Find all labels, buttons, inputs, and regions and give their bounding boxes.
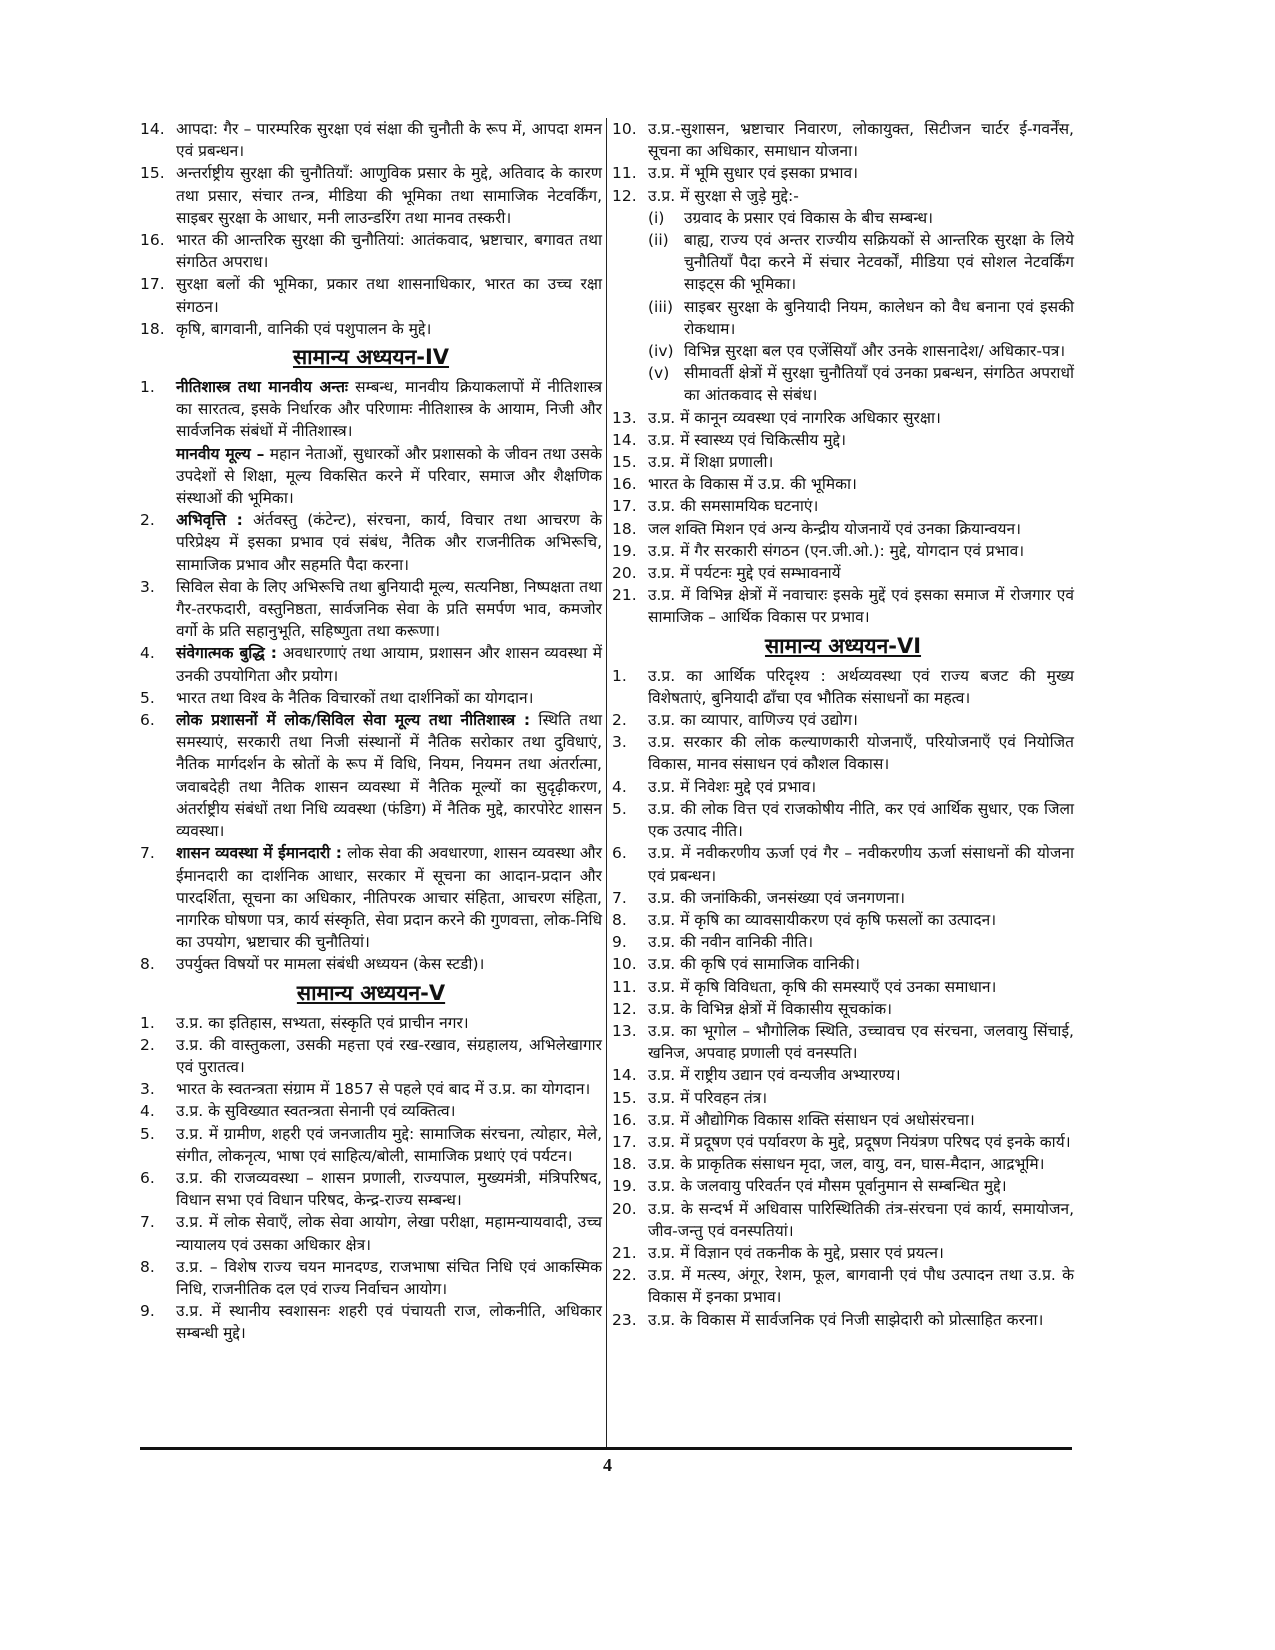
item-number: 16. xyxy=(612,1110,637,1129)
list-item xyxy=(140,642,602,686)
item-description: उ.प्र. में कृषि का व्यावसायीकरण एवं कृषि फसलों का उत्पादन। xyxy=(648,910,997,929)
list-item xyxy=(612,1109,1074,1131)
item-description: उपर्युक्त विषयों पर मामला संबंधी अध्ययन (केस स्टडी)। xyxy=(176,955,485,974)
item-description: उ.प्र. में निवेशः मुद्दे एवं प्रभाव। xyxy=(648,777,817,796)
item-text xyxy=(648,1064,1074,1086)
item-number: 8. xyxy=(140,1257,155,1276)
list-item xyxy=(612,976,1074,998)
item-description: उ.प्र. में लोक सेवाएँ, लोक सेवा आयोग, लेखा परीक्षा, महामन्यायवादी, उच्च न्यायालय एवं उसका अधिकार क्षेत्र। xyxy=(176,1213,602,1254)
item-description: उ.प्र. का इतिहास, सभ्यता, संस्कृति एवं प्राचीन नगर। xyxy=(176,1013,469,1032)
item-description: उ.प्र. में विज्ञान एवं तकनीक के मुद्दे, प्रसार एवं प्रयत्न। xyxy=(648,1243,944,1262)
item-text xyxy=(176,953,602,975)
item-number: 9. xyxy=(140,1302,155,1321)
item-number: 18. xyxy=(140,319,165,338)
list-item xyxy=(140,229,602,273)
item-number: 1. xyxy=(140,378,155,397)
item-number: 5. xyxy=(140,1124,155,1143)
item-description: अन्तर्राष्ट्रीय सुरक्षा की चुनौतियाँ: आणुविक प्रसार के मुद्दे, अतिवाद के कारण तथा प्रसार, संचार तन्त्र, मीडिया की भूमिका तथा सामाजिक नेटवर्किंग, साइबर सुरक्षा के आधार, मनी लाउन्डरिंग तथा मानव तस्करी। xyxy=(176,164,602,227)
item-description: सम्बन्ध, मानवीय क्रियाकलापों में नीतिशास्त्र का सारतत्व, इसके निर्धारक और परिणामः नीतिशास्त्र के आयाम, निजी और सार्वजनिक संबंधों में नीतिशास्त्र। xyxy=(176,378,603,441)
item-number: 15. xyxy=(140,164,165,183)
list-item xyxy=(612,185,1074,207)
list-item xyxy=(612,429,1074,451)
item-description: उ.प्र. में नवीकरणीय ऊर्जा एवं गैर – नवीकरणीय ऊर्जा संसाधनों की योजना एवं प्रबन्धन। xyxy=(648,844,1074,885)
item-number: 10. xyxy=(612,955,637,974)
list-item xyxy=(140,1167,602,1211)
item-bold-lead: मानवीय मूल्य – xyxy=(176,444,265,463)
list-item xyxy=(140,509,602,576)
item-text xyxy=(176,687,602,709)
item-text xyxy=(648,998,1074,1020)
item-description: भारत तथा विश्व के नैतिक विचारकों तथा दार्शनिकों का योगदान। xyxy=(176,688,534,707)
list-item xyxy=(612,1264,1074,1308)
item-number: 12. xyxy=(612,999,637,1018)
item-number: 22. xyxy=(612,1266,637,1285)
item-number: 13. xyxy=(612,408,637,427)
item-description: उ.प्र. के विभिन्न क्षेत्रों में विकासीय सूचकांक। xyxy=(648,999,893,1018)
item-text xyxy=(176,842,602,953)
item-text xyxy=(648,1131,1074,1153)
sub-item-text xyxy=(684,340,1074,362)
list-item xyxy=(612,540,1074,562)
item-description: उ.प्र.-सुशासन, भ्रष्टाचार निवारण, लोकायुक्त, सिटीजन चार्टर ई-गवर्नेंस, सूचना का अधिकार, समाधान योजना। xyxy=(648,120,1074,161)
item-description: भारत के विकास में उ.प्र. की भूमिका। xyxy=(648,475,857,494)
item-number: 5. xyxy=(612,799,627,818)
list-item xyxy=(612,776,1074,798)
item-description: भारत की आन्तरिक सुरक्षा की चुनौतियां: आतंकवाद, भ्रष्टाचार, बगावत तथा संगठित अपराध। xyxy=(176,231,602,272)
item-number: 15. xyxy=(612,453,637,472)
item-bold-lead: शासन व्यवस्था में ईमानदारी : xyxy=(176,844,342,863)
list-item xyxy=(140,1256,602,1300)
section-heading: सामान्य अध्ययन-IV xyxy=(292,345,450,370)
list-item xyxy=(612,451,1074,473)
item-text xyxy=(648,731,1074,775)
item-description: जल शक्ति मिशन एवं अन्य केन्द्रीय योजनायें एवं उनका क्रियान्वयन। xyxy=(648,519,1021,538)
sub-list-item xyxy=(648,207,1074,229)
item-text xyxy=(176,1012,602,1034)
item-number: 1. xyxy=(612,666,627,685)
item-description: उ.प्र. में मत्स्य, अंगूर, रेशम, फूल, बागवानी एवं पौध उत्पादन तथा उ.प्र. के विकास में इनका प्रभाव। xyxy=(648,1266,1074,1307)
sub-item-number: (v) xyxy=(648,364,670,383)
list-item xyxy=(612,584,1074,628)
list-item xyxy=(612,1153,1074,1175)
item-description: साइबर सुरक्षा के बुनियादी नियम, कालेधन को वैध बनाना एवं इसकी रोकथाम। xyxy=(684,297,1074,338)
sub-item-text xyxy=(684,229,1074,296)
item-number: 17. xyxy=(612,497,637,516)
item-text xyxy=(176,509,602,576)
item-text xyxy=(648,1242,1074,1264)
item-text xyxy=(648,976,1074,998)
item-text xyxy=(176,118,602,162)
list-item xyxy=(612,887,1074,909)
item-number: 7. xyxy=(612,888,627,907)
sub-list-item xyxy=(648,362,1074,406)
item-description: उ.प्र. का भूगोल – भौगोलिक स्थिति, उच्चावच एव संरचना, जलवायु सिंचाई, खनिज, अपवाह प्रणाली एवं वनस्पति। xyxy=(648,1021,1074,1063)
item-number: 6. xyxy=(140,1168,155,1187)
list-item xyxy=(612,473,1074,495)
item-text xyxy=(648,185,1074,207)
item-description: उ.प्र. की नवीन वानिकी नीति। xyxy=(648,933,814,952)
item-number: 23. xyxy=(612,1310,637,1329)
item-number: 6. xyxy=(140,711,155,730)
item-number: 8. xyxy=(612,910,627,929)
item-text xyxy=(176,318,602,340)
item-text xyxy=(648,1309,1074,1331)
item-description: उ.प्र. की लोक वित्त एवं राजकोषीय नीति, कर एवं आर्थिक सुधार, एक जिला एक उत्पाद नीति। xyxy=(648,799,1074,841)
item-text xyxy=(648,665,1074,709)
item-number: 18. xyxy=(612,1155,637,1174)
item-description: उ.प्र. के विकास में सार्वजनिक एवं निजी साझेदारी को प्रोत्साहित करना। xyxy=(648,1310,1044,1329)
item-description: उ.प्र. में परिवहन तंत्र। xyxy=(648,1088,768,1107)
list-item xyxy=(612,998,1074,1020)
item-text xyxy=(648,909,1074,931)
item-description: उ.प्र. की समसामयिक घटनाएं। xyxy=(648,497,819,516)
item-text xyxy=(176,1078,602,1100)
item-description: उ.प्र. की जनांकिकी, जनसंख्या एवं जनगणना। xyxy=(648,888,905,907)
section-heading: सामान्य अध्ययन-VI xyxy=(764,633,922,658)
item-text xyxy=(176,162,602,229)
item-description: आपदा: गैर – पारम्परिक सुरक्षा एवं संक्षा की चुनौती के रूप में, आपदा शमन एवं प्रबन्धन। xyxy=(176,120,602,161)
sub-item-text xyxy=(684,207,1074,229)
item-description: उ.प्र. के जलवायु परिवर्तन एवं मौसम पूर्वानुमान से सम्बन्धित मुद्दे। xyxy=(648,1177,1007,1196)
item-text xyxy=(648,407,1074,429)
item-text xyxy=(648,562,1074,584)
item-number: 6. xyxy=(612,844,627,863)
item-text xyxy=(648,931,1074,953)
item-text xyxy=(648,842,1074,886)
item-description: उ.प्र. में कृषि विविधता, कृषि की समस्याएँ एवं उनका समाधान। xyxy=(648,977,997,996)
item-description: उ.प्र. के सन्दर्भ में अधिवास पारिस्थितिकी तंत्र-संरचना एवं कार्य, समायोजन, जीव-जन्तु एवं वनस्पतियां। xyxy=(648,1199,1074,1240)
list-item xyxy=(140,842,602,953)
list-item xyxy=(612,518,1074,540)
item-description: उग्रवाद के प्रसार एवं विकास के बीच सम्बन्ध। xyxy=(684,208,934,227)
item-description: उ.प्र. में शिक्षा प्रणाली। xyxy=(648,453,774,472)
list-item xyxy=(612,1020,1074,1064)
item-number: 2. xyxy=(612,711,627,730)
list-item xyxy=(140,953,602,975)
item-number: 17. xyxy=(612,1132,637,1151)
item-number: 11. xyxy=(612,164,637,183)
list-item xyxy=(612,1131,1074,1153)
list-item xyxy=(612,1198,1074,1242)
item-description: स्थिति तथा समस्याएं, सरकारी तथा निजी संस्थानों में नैतिक सरोकार तथा दुविधाएं, नैतिक मार्गदर्शन के स्रोतों के रूप में विधि, नियम, नियमन तथा अंतर्रात्मा, जवाबदेही तथा नैतिक शासन व्यवस्था में नैतिक मूल्यों का सुदृढ़ीकरण, अंतर्राष्ट्रीय संबंधों तथा निधि व्यवस्था (फंडिग) में नैतिक मुद्दे, कारपोरेट शासन व्यवस्था। xyxy=(176,711,602,841)
item-text xyxy=(176,273,602,317)
list-item xyxy=(612,1087,1074,1109)
item-text xyxy=(648,1264,1074,1308)
list-item xyxy=(612,1242,1074,1264)
item-text xyxy=(176,1256,602,1300)
list-item xyxy=(140,1078,602,1100)
sub-item-text xyxy=(684,362,1074,406)
section-heading: सामान्य अध्ययन-V xyxy=(296,980,446,1005)
item-bold-lead: लोक प्रशासनों में लोक/सिविल सेवा मूल्य तथा नीतिशास्त्र : xyxy=(176,711,531,730)
item-description: उ.प्र. में पर्यटनः मुद्दे एवं सम्भावनायें xyxy=(648,564,841,583)
item-number: 7. xyxy=(140,1213,155,1232)
left-column xyxy=(140,118,602,1345)
item-description: उ.प्र. में गैर सरकारी संगठन (एन.जी.ओ.): मुद्दे, योगदान एवं प्रभाव। xyxy=(648,541,1025,560)
list-item xyxy=(612,665,1074,709)
list-item xyxy=(140,576,602,643)
item-text xyxy=(648,518,1074,540)
sub-item-number: (i) xyxy=(648,208,665,227)
item-description: उ.प्र. में औद्योगिक विकास शक्ति संसाधन एवं अधोसंरचना। xyxy=(648,1110,975,1129)
column-divider xyxy=(606,118,607,1448)
item-description: सिविल सेवा के लिए अभिरूचि तथा बुनियादी मूल्य, सत्यनिष्ठा, निष्पक्षता तथा गैर-तरफदारी, वस्तुनिष्ठता, सार्वजनिक सेवा के प्रति समर्पण भाव, कमजोर वर्गो के प्रति सहानुभूति, सहिष्णुता तथा करूणा। xyxy=(176,577,602,641)
list-item xyxy=(140,273,602,317)
item-text xyxy=(648,495,1074,517)
item-text xyxy=(648,1175,1074,1197)
list-item xyxy=(140,318,602,340)
item-text xyxy=(648,540,1074,562)
item-text xyxy=(648,887,1074,909)
item-number: 7. xyxy=(140,844,155,863)
item-text xyxy=(176,642,602,686)
item-description: लोक सेवा की अवधारणा, शासन व्यवस्था और ईमानदारी का दार्शनिक आधार, सरकार में सूचना का आदान-प्रदान और पारदर्शिता, सूचना का अधिकार, नीतिपरक आचार संहिता, आचरण संहिता, नागरिक घोषणा पत्र, कार्य संस्कृति, सेवा प्रदान करने की गुणवत्ता, लोक-निधि का उपयोग, भ्रष्टाचार की चुनौतियां। xyxy=(176,844,602,952)
sub-list-item xyxy=(648,229,1074,296)
item-description: उ.प्र. में सुरक्षा से जुड़े मुद्दे:- xyxy=(648,186,799,205)
item-text xyxy=(648,118,1074,162)
item-number: 19. xyxy=(612,541,637,560)
item-bold-lead: अभिवृत्ति : xyxy=(176,511,243,530)
item-description: उ.प्र. के सुविख्यात स्वतन्त्रता सेनानी एवं व्यक्तित्व। xyxy=(176,1102,456,1121)
list-item xyxy=(140,162,602,229)
list-item xyxy=(612,118,1074,162)
item-description: उ.प्र. – विशेष राज्य चयन मानदण्ड, राजभाषा संचित निधि एवं आकस्मिक निधि, राजनीतिक दल एवं राज्य निर्वाचन आयोग। xyxy=(176,1257,602,1298)
item-bold-lead: नीतिशास्त्र तथा मानवीय अन्तः xyxy=(176,378,349,397)
item-number: 14. xyxy=(612,1066,637,1085)
list-item xyxy=(612,1175,1074,1197)
item-number: 3. xyxy=(612,733,627,752)
item-number: 5. xyxy=(140,688,155,707)
item-description: उ.प्र. का आर्थिक परिदृश्य : अर्थव्यवस्था एवं राज्य बजट की मुख्य विशेषताएं, बुनियादी ढाँचा एव भौतिक संसाधनों का महत्व। xyxy=(648,666,1074,707)
list-item xyxy=(612,495,1074,517)
item-description: उ.प्र. में कानून व्यवस्था एवं नागरिक अधिकार सुरक्षा। xyxy=(648,408,941,427)
item-description: उ.प्र. सरकार की लोक कल्याणकारी योजनाएँ, परियोजनाएँ एवं नियोजित विकास, मानव संसाधन एवं कौशल विकास। xyxy=(648,733,1074,774)
item-description: उ.प्र. में राष्ट्रीय उद्यान एवं वन्यजीव अभ्यारण्य। xyxy=(648,1066,901,1085)
item-number: 17. xyxy=(140,275,165,294)
list-item xyxy=(612,798,1074,842)
sub-item-number: (ii) xyxy=(648,231,669,250)
item-text xyxy=(176,1300,602,1344)
list-item xyxy=(612,162,1074,184)
list-item xyxy=(140,118,602,162)
item-number: 2. xyxy=(140,1035,155,1054)
item-number: 13. xyxy=(612,1021,637,1040)
item-text xyxy=(176,1211,602,1255)
item-description: विभिन्न सुरक्षा बल एव एजेंसियाँ और उनके शासनादेश/ अधिकार-पत्र। xyxy=(684,342,1066,361)
list-item xyxy=(140,376,602,443)
list-item xyxy=(612,931,1074,953)
item-description: उ.प्र. की वास्तुकला, उसकी महत्ता एवं रख-रखाव, संग्रहालय, अभिलेखागार एवं पुरातत्व। xyxy=(176,1035,602,1076)
list-item xyxy=(612,1064,1074,1086)
item-text xyxy=(648,709,1074,731)
item-number: 8. xyxy=(140,955,155,974)
item-text xyxy=(176,1100,602,1122)
page-number: 4 xyxy=(603,1455,612,1475)
item-description: महान नेताओं, सुधारकों और प्रशासको के जीवन तथा उसके उपदेशों से शिक्षा, मूल्य विकसित करने में परिवार, समाज और शैक्षणिक संस्थाओं की भूमिका। xyxy=(176,444,602,508)
item-text xyxy=(648,1109,1074,1131)
item-description: उ.प्र. में स्थानीय स्वशासनः शहरी एवं पंचायती राज, लोकनीति, अधिकार सम्बन्धी मुद्दे। xyxy=(176,1302,602,1343)
list-item xyxy=(612,953,1074,975)
item-description: भारत के स्वतन्त्रता संग्राम में 1857 से पहले एवं बाद में उ.प्र. का योगदान। xyxy=(176,1080,591,1099)
list-item xyxy=(140,709,602,842)
sub-item-number: (iv) xyxy=(648,342,674,361)
list-item xyxy=(140,687,602,709)
item-text xyxy=(648,798,1074,842)
list-item xyxy=(612,1309,1074,1331)
item-number: 16. xyxy=(612,475,637,494)
list-item xyxy=(140,1100,602,1122)
item-text xyxy=(648,162,1074,184)
item-text xyxy=(648,584,1074,628)
item-description: उ.प्र. की राजव्यवस्था – शासन प्रणाली, राज्यपाल, मुख्यमंत्री, मंत्रिपरिषद, विधान सभा एवं विधान परिषद, केन्द्र-राज्य सम्बन्ध। xyxy=(176,1168,602,1210)
item-text xyxy=(648,1198,1074,1242)
item-text xyxy=(648,473,1074,495)
item-number: 16. xyxy=(140,231,165,250)
item-number: 11. xyxy=(612,977,637,996)
item-number: 1. xyxy=(140,1013,155,1032)
list-item xyxy=(612,731,1074,775)
item-number: 21. xyxy=(612,586,637,605)
footer-rule xyxy=(140,1447,1072,1450)
item-number: 14. xyxy=(612,430,637,449)
sub-list-item xyxy=(648,340,1074,362)
list-item xyxy=(140,1300,602,1344)
item-description: उ.प्र. में स्वास्थ्य एवं चिकित्सीय मुद्दे। xyxy=(648,430,846,449)
item-text xyxy=(176,1034,602,1078)
item-text xyxy=(176,1167,602,1211)
item-description: अंर्तवस्तु (कंटेन्ट), संरचना, कार्य, विचार तथा आचरण के परिप्रेक्ष्य में इसका प्रभाव एवं संबंध, नैतिक और राजनीतिक अभिरूचि, सामाजिक प्रभाव और सहमति पैदा करना। xyxy=(176,511,602,574)
item-description: उ.प्र. में भूमि सुधार एवं इसका प्रभाव। xyxy=(648,164,858,183)
item-text xyxy=(176,376,602,443)
list-item xyxy=(612,909,1074,931)
item-bold-lead: संवेगात्मक बुद्धि : xyxy=(176,644,277,663)
sub-item-text xyxy=(684,296,1074,340)
item-text xyxy=(648,1087,1074,1109)
list-item xyxy=(140,1034,602,1078)
sub-item-number: (iii) xyxy=(648,297,674,316)
item-number: 15. xyxy=(612,1088,637,1107)
item-number: 4. xyxy=(612,777,627,796)
item-description: उ.प्र. में ग्रामीण, शहरी एवं जनजातीय मुद्दे: सामाजिक संरचना, त्योहार, मेले, संगीत, लोकनृत्य, भाषा एवं साहित्य/बोली, सामाजिक प्रथाएं एवं पर्यटन। xyxy=(176,1124,602,1165)
item-text xyxy=(648,429,1074,451)
item-number: 4. xyxy=(140,644,155,663)
item-text xyxy=(648,451,1074,473)
item-number: 20. xyxy=(612,564,637,583)
list-item xyxy=(140,1123,602,1167)
item-description: अवधारणाएं तथा आयाम, प्रशासन और शासन व्यवस्था में उनकी उपयोगिता और प्रयोग। xyxy=(176,644,602,685)
item-description: उ.प्र. में प्रदूषण एवं पर्यावरण के मुद्दे, प्रदूषण नियंत्रण परिषद एवं इनके कार्य। xyxy=(648,1132,1071,1151)
list-item xyxy=(612,842,1074,886)
item-description: उ.प्र. का व्यापार, वाणिज्य एवं उद्योग। xyxy=(648,711,858,730)
item-number: 21. xyxy=(612,1243,637,1262)
item-description: उ.प्र. के प्राकृतिक संसाधन मृदा, जल, वायु, वन, घास-मैदान, आद्रभूमि। xyxy=(648,1155,1045,1174)
item-text xyxy=(176,1123,602,1167)
list-item xyxy=(612,562,1074,584)
list-item-paragraph xyxy=(176,443,602,510)
sub-list-item xyxy=(648,296,1074,340)
right-column xyxy=(612,118,1074,1331)
item-text xyxy=(176,709,602,842)
list-item xyxy=(140,1012,602,1034)
item-text xyxy=(648,776,1074,798)
item-description: कृषि, बागवानी, वानिकी एवं पशुपालन के मुद्दे। xyxy=(176,319,432,338)
item-number: 10. xyxy=(612,120,637,138)
item-number: 3. xyxy=(140,1080,155,1099)
list-item xyxy=(140,1211,602,1255)
item-text xyxy=(648,1153,1074,1175)
item-description: उ.प्र. की कृषि एवं सामाजिक वानिकी। xyxy=(648,955,861,974)
item-number: 3. xyxy=(140,577,155,596)
item-number: 19. xyxy=(612,1177,637,1196)
item-description: सीमावर्ती क्षेत्रों में सुरक्षा चुनौतियाँ एवं उनका प्रबन्धन, संगठित अपराधों का आंतकवाद से संबंध। xyxy=(684,364,1074,405)
item-number: 4. xyxy=(140,1102,155,1121)
item-description: उ.प्र. में विभिन्न क्षेत्रों में नवाचारः इसके मुद्दें एवं इसका समाज में रोजगार एवं सामाजिक – आर्थिक विकास पर प्रभाव। xyxy=(648,586,1074,627)
item-number: 9. xyxy=(612,933,627,952)
item-text xyxy=(648,1020,1074,1064)
item-number: 14. xyxy=(140,120,165,138)
item-description: सुरक्षा बलों की भूमिका, प्रकार तथा शासनाधिकार, भारत का उच्च रक्षा संगठन। xyxy=(176,275,602,316)
item-text xyxy=(176,229,602,273)
item-text xyxy=(176,576,602,643)
item-number: 20. xyxy=(612,1199,637,1218)
item-number: 12. xyxy=(612,186,637,205)
list-item xyxy=(612,407,1074,429)
item-number: 18. xyxy=(612,519,637,538)
item-text xyxy=(648,953,1074,975)
item-number: 2. xyxy=(140,511,155,530)
item-description: बाह्य, राज्य एवं अन्तर राज्यीय सक्रियकों से आन्तरिक सुरक्षा के लिये चुनौतियाँ पैदा करने में संचार नेटवर्कों, मीडिया एवं सोशल नेटवर्किंग साइट्स की भूमिका। xyxy=(684,231,1074,294)
list-item xyxy=(612,709,1074,731)
